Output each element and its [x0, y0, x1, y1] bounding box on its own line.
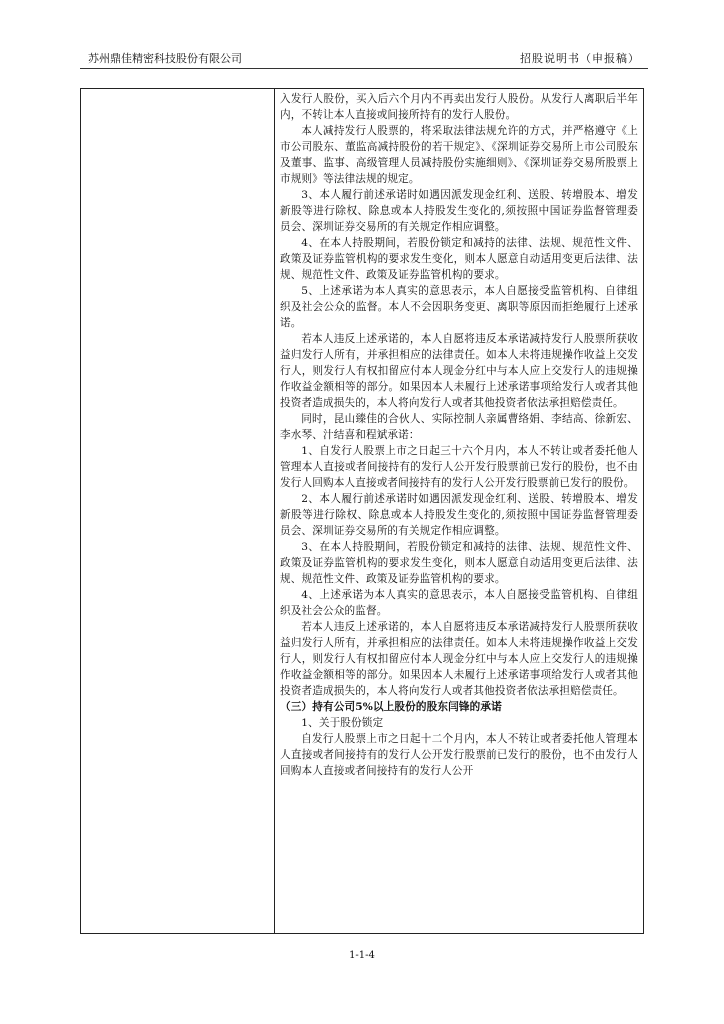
document-title: 招股说明书（申报稿）: [520, 52, 640, 65]
paragraph: 1、关于股份锁定: [301, 717, 384, 729]
paragraph: 1、自发行人股票上市之日起三十六个月内，本人不转让或者委托他人管理本人直接或者间接持有的发行人公开发行股票前已发行的股份，也不由发行人回购本人直接或者间接持有的发行人公开发行股票前已发行的股份。: [280, 445, 638, 489]
paragraph: 3、在本人持股期间，若股份锁定和减持的法律、法规、规范性文件、政策及证券监管机构的要求发生变化，则本人愿意自动适用变更后法律、法规、规范性文件、政策及证券监管机构的要求。: [280, 541, 638, 585]
paragraph: 5、上述承诺为本人真实的意思表示，本人自愿接受监管机构、自律组织及社会公众的监督。本人不会因职务变更、离职等原因而拒绝履行上述承诺。: [280, 285, 638, 329]
paragraph: 4、上述承诺为本人真实的意思表示，本人自愿接受监管机构、自律组织及社会公众的监督。: [280, 589, 638, 617]
page-number: 1-1-4: [349, 950, 375, 961]
paragraph: 同时，昆山臻佳的合伙人、实际控制人亲属曹络娟、李结高、徐新宏、李水琴、汁结喜和程斌承诺：: [280, 413, 638, 441]
paragraph: 若本人违反上述承诺的，本人自愿将违反本承诺减持发行人股票所获收益归发行人所有，并承担相应的法律责任。如本人未将违规操作收益上交发行人，则发行人有权扣留应付本人现金分红中与本人应上交发行人的违规操作收益金额相等的部分。如果因本人未履行上述承诺事项给发行人或者其他投资者造成损失的，本人将向发行人或者其他投资者依法承担赔偿责任。: [280, 333, 638, 409]
commitment-table: [80, 88, 644, 934]
paragraph: 本人减持发行人股票的，将采取法律法规允许的方式，并严格遵守《上市公司股东、董监高减持股份的若干规定》、《深圳证券交易所上市公司股东及董事、监事、高级管理人员减持股份实施细则》、《深圳证券交易所股票上市规则》等法律法规的规定。: [280, 125, 638, 185]
paragraph: 若本人违反上述承诺的，本人自愿将违反本承诺减持发行人股票所获收益归发行人所有，并承担相应的法律责任。如本人未将违规操作收益上交发行人，则发行人有权扣留应付本人现金分红中与本人应上交发行人的违规操作收益金额相等的部分。如果因本人未履行上述承诺事项给发行人或者其他投资者造成损失的，本人将向发行人或者其他投资者依法承担赔偿责任。: [280, 621, 638, 697]
paragraph: 自发行人股票上市之日起十二个月内，本人不转让或者委托他人管理本人直接或者间接持有的发行人公开发行股票前已发行的股份，也不由发行人回购本人直接或者间接持有的发行人公开: [280, 733, 638, 777]
paragraph: 2、本人履行前述承诺时如遇因派发现金红利、送股、转增股本、增发新股等进行除权、除息或本人持股发生变化的,须按照中国证券监督管理委员会、深圳证券交易所的有关规定作相应调整。: [280, 493, 638, 537]
table-content-cell: [280, 91, 638, 779]
section-heading: （三）持有公司5%以上股份的股东闫锋的承诺: [280, 701, 502, 713]
company-name: 苏州鼎佳精密科技股份有限公司: [88, 52, 242, 65]
paragraph: 3、本人履行前述承诺时如遇因派发现金红利、送股、转增股本、增发新股等进行除权、除息或本人持股发生变化的,须按照中国证券监督管理委员会、深圳证券交易所的有关规定作相应调整。: [280, 189, 638, 233]
paragraph: 4、在本人持股期间，若股份锁定和减持的法律、法规、规范性文件、政策及证券监管机构的要求发生变化，则本人愿意自动适用变更后法律、法规、规范性文件、政策及证券监管机构的要求。: [280, 237, 638, 281]
table-left-cell: [81, 89, 275, 933]
page-header: [80, 50, 648, 69]
paragraph: 入发行人股份，买入后六个月内不再卖出发行人股份。从发行人离职后半年内，不转让本人直接或间接所持有的发行人股份。: [280, 93, 638, 121]
